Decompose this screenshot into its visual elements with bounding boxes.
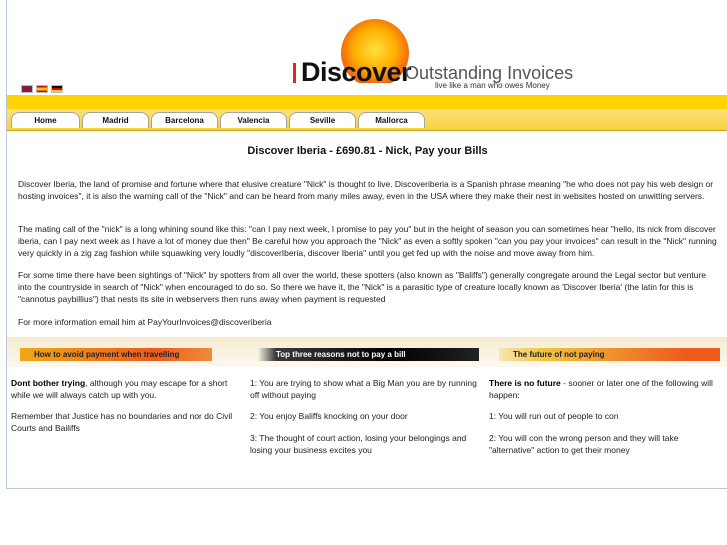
page-title: Discover Iberia - £690.81 - Nick, Pay your Bills [247, 145, 488, 157]
contact-paragraph: For more information email him at PayYourInvoices@discoveriberia [18, 317, 272, 327]
tab-seville[interactable]: Seville [289, 112, 356, 128]
tab-barcelona[interactable]: Barcelona [151, 112, 218, 128]
column-heading-travel: How to avoid payment when travelling [20, 348, 212, 361]
uk-flag-icon[interactable] [21, 85, 33, 93]
header-stripe [7, 95, 727, 109]
page-frame [6, 0, 727, 489]
site-tagline: live like a man who owes Money [435, 81, 550, 90]
item-text: , although you may escape for a short while we will always catch up with you. [11, 378, 228, 401]
item-text: 2: You will con the wrong person and they will take "alternative" action to get their money [489, 433, 679, 456]
item-lead: There is no future [489, 378, 561, 388]
column-item [250, 432, 482, 456]
column-item [489, 410, 721, 422]
sightings-paragraph: For some time there have been sightings of "Nick" by spotters from all over the world, these spotters (also known as "Baliffs") generally congregate around the Legal sector but venture into the countryside in search of "Nick" when encouraged to do so. So there we have it, the "Nick" is a parasitic type of creature locally known as 'Discover Iberia' (the latin for this is "cannotus paybillius") that nests its site in webservers then runs away when payment is requested [18, 270, 707, 305]
language-flags [21, 85, 63, 93]
mating-call-paragraph: The mating call of the "nick" is a long whining sound like this: "can I pay next week, I promise to pay you" but in the height of season you can sometimes hear "hello, its nick from discover iberia, can I pay next week as I have a lot of money due then" Be careful how you approach the "Nick" as even a softly spoken "can you pay your invoices" can result in the "Nick" running very quickly in a zig zag fashion while squawking very loudly "discoverIberia, discover Iberia" until you get fed up with the noise and move away from him. [18, 224, 717, 259]
site-header [7, 0, 727, 95]
column-heading-future: The future of not paying [499, 348, 720, 361]
tab-valencia[interactable]: Valencia [220, 112, 287, 128]
logo-accent-bar [293, 63, 296, 83]
item-text: - sooner or later one of the following will happen: [489, 378, 713, 401]
column-item [489, 432, 721, 456]
tab-home[interactable]: Home [11, 112, 80, 128]
item-text: 1: You are trying to show what a Big Man you are by running off without paying [250, 378, 477, 401]
item-text: 1: You will run out of people to con [489, 411, 619, 421]
intro-paragraph: Discover Iberia, the land of promise and fortune where that elusive creature "Nick" is thought to live. Discoveriberia is a Spanish phrase meaning "he who does not pay his web design or hosting invoices", it is also the warning call of the "Nick" and can be heard from many miles away, even in the USA where they make their nest in websites hosted on unwitting servers. [18, 179, 714, 202]
spain-flag-icon[interactable] [36, 85, 48, 93]
column-item [250, 410, 482, 422]
germany-flag-icon[interactable] [51, 85, 63, 93]
tab-mallorca[interactable]: Mallorca [358, 112, 425, 128]
nav-tabs [11, 112, 427, 128]
item-text: 3: The thought of court action, losing your belongings and losing your business excites you [250, 433, 467, 456]
logo-outstanding-invoices: Outstanding Invoices [405, 63, 574, 83]
item-text: Remember that Justice has no boundaries and nor do Civil Courts and Bailiffs [11, 411, 233, 434]
item-lead: Dont bother trying [11, 378, 86, 388]
logo-discover: Discover [301, 57, 412, 87]
nav-bar [7, 109, 727, 131]
column-item [489, 377, 721, 401]
column-item [250, 377, 482, 401]
item-text: 2: You enjoy Baliffs knocking on your door [250, 411, 408, 421]
column-item [11, 377, 243, 401]
column-item [11, 410, 243, 434]
column-heading-reasons: Top three reasons not to pay a bill [258, 348, 479, 361]
tab-madrid[interactable]: Madrid [82, 112, 149, 128]
